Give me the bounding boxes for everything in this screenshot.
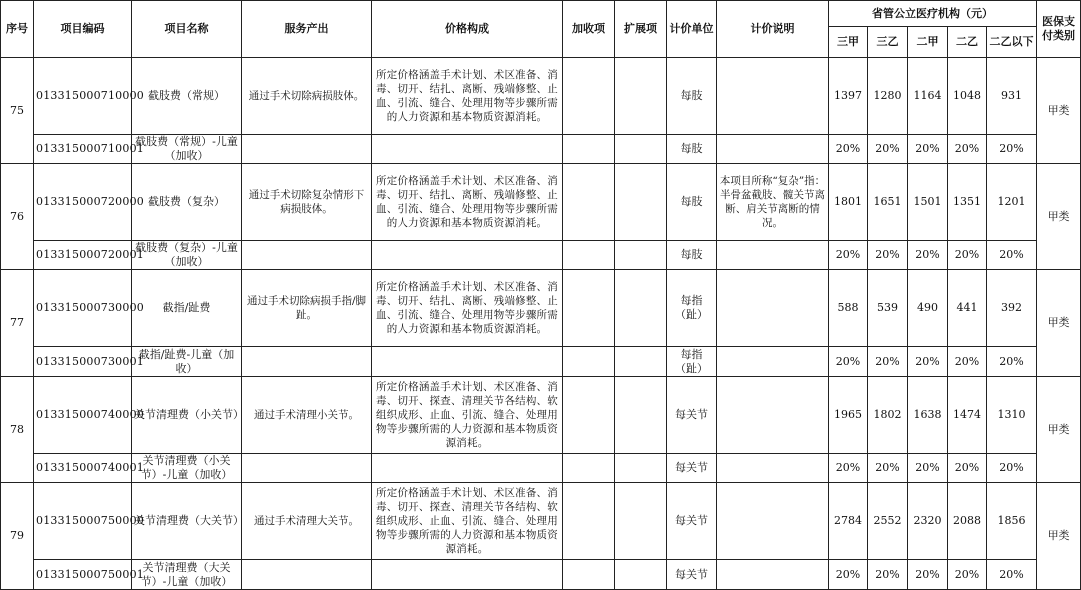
cell-price: 1802	[868, 377, 908, 454]
cell-name: 关节清理费（小关节）	[132, 377, 242, 454]
cell-code: 013315000740000	[34, 377, 132, 454]
cell-output: 通过手术切除病损肢体。	[242, 58, 372, 135]
cell-price: 20%	[868, 135, 908, 164]
cell-output	[242, 135, 372, 164]
cell-name: 截指/趾费-儿童（加收）	[132, 347, 242, 377]
cell-price: 1801	[829, 164, 868, 241]
cell-price: 2320	[908, 483, 948, 560]
cell-ext-item	[615, 483, 667, 560]
cell-seq: 78	[1, 377, 34, 483]
cell-add-item	[563, 377, 615, 454]
cell-seq: 75	[1, 58, 34, 164]
cell-unit: 每肢	[667, 135, 717, 164]
cell-note	[717, 377, 829, 454]
cell-price-composition: 所定价格涵盖手术计划、术区准备、消毒、切开、结扎、离断、残端修整、止血、引流、缝合、处理用物等步骤所需的人力资源和基本物质资源消耗。	[372, 58, 563, 135]
col-header-seq: 序号	[1, 1, 34, 58]
cell-unit: 每关节	[667, 454, 717, 483]
cell-name: 截肢费（复杂）	[132, 164, 242, 241]
cell-price-composition: 所定价格涵盖手术计划、术区准备、消毒、切开、结扎、离断、残端修整、止血、引流、缝合、处理用物等步骤所需的人力资源和基本物质资源消耗。	[372, 164, 563, 241]
cell-price: 20%	[868, 241, 908, 270]
cell-add-item	[563, 270, 615, 347]
cell-price: 1164	[908, 58, 948, 135]
cell-price: 2088	[948, 483, 987, 560]
cell-insurance-category: 甲类	[1037, 377, 1081, 483]
cell-price: 441	[948, 270, 987, 347]
cell-price-composition	[372, 560, 563, 590]
table-row	[1, 454, 1081, 483]
cell-add-item	[563, 347, 615, 377]
cell-output	[242, 454, 372, 483]
cell-name: 关节清理费（小关节）-儿童（加收）	[132, 454, 242, 483]
cell-price: 539	[868, 270, 908, 347]
cell-unit: 每肢	[667, 58, 717, 135]
cell-price: 20%	[829, 347, 868, 377]
cell-price: 20%	[908, 560, 948, 590]
col-header-level: 二甲	[908, 27, 948, 58]
col-header-ext-item: 扩展项	[615, 1, 667, 58]
col-header-code: 项目编码	[34, 1, 132, 58]
cell-name: 截肢费（复杂）-儿童（加收）	[132, 241, 242, 270]
cell-seq: 79	[1, 483, 34, 590]
cell-note	[717, 454, 829, 483]
table-row	[1, 377, 1081, 454]
table-row	[1, 270, 1081, 347]
cell-insurance-category: 甲类	[1037, 270, 1081, 377]
cell-price-composition	[372, 347, 563, 377]
cell-ext-item	[615, 347, 667, 377]
table-row	[1, 347, 1081, 377]
cell-price: 20%	[908, 135, 948, 164]
cell-output: 通过手术清理大关节。	[242, 483, 372, 560]
cell-price: 1048	[948, 58, 987, 135]
cell-code: 013315000710001	[34, 135, 132, 164]
cell-note	[717, 483, 829, 560]
cell-note	[717, 560, 829, 590]
col-header-note: 计价说明	[717, 1, 829, 58]
cell-code: 013315000730001	[34, 347, 132, 377]
cell-price: 1280	[868, 58, 908, 135]
cell-code: 013315000750000	[34, 483, 132, 560]
col-header-level: 三甲	[829, 27, 868, 58]
col-header-output: 服务产出	[242, 1, 372, 58]
cell-note	[717, 270, 829, 347]
cell-price: 20%	[908, 347, 948, 377]
cell-output	[242, 560, 372, 590]
cell-price: 1310	[987, 377, 1037, 454]
col-header-price-composition: 价格构成	[372, 1, 563, 58]
cell-add-item	[563, 454, 615, 483]
cell-code: 013315000750001	[34, 560, 132, 590]
cell-price: 20%	[987, 347, 1037, 377]
cell-ext-item	[615, 560, 667, 590]
col-header-add-item: 加收项	[563, 1, 615, 58]
cell-seq: 77	[1, 270, 34, 377]
cell-price: 1201	[987, 164, 1037, 241]
cell-add-item	[563, 135, 615, 164]
cell-price: 20%	[908, 241, 948, 270]
cell-price: 20%	[948, 454, 987, 483]
col-header-level: 二乙以下	[987, 27, 1037, 58]
cell-code: 013315000710000	[34, 58, 132, 135]
cell-note	[717, 241, 829, 270]
cell-unit: 每指（趾）	[667, 347, 717, 377]
cell-price: 1651	[868, 164, 908, 241]
cell-name: 截指/趾费	[132, 270, 242, 347]
cell-price: 20%	[868, 560, 908, 590]
cell-ext-item	[615, 454, 667, 483]
cell-note	[717, 58, 829, 135]
cell-price: 20%	[987, 454, 1037, 483]
cell-price: 931	[987, 58, 1037, 135]
table-row	[1, 560, 1081, 590]
cell-price: 20%	[948, 135, 987, 164]
cell-price: 392	[987, 270, 1037, 347]
table-row	[1, 483, 1081, 560]
cell-price: 1474	[948, 377, 987, 454]
cell-price-composition	[372, 135, 563, 164]
cell-ext-item	[615, 135, 667, 164]
cell-price: 20%	[868, 454, 908, 483]
cell-insurance-category: 甲类	[1037, 483, 1081, 590]
cell-ext-item	[615, 270, 667, 347]
cell-output	[242, 347, 372, 377]
cell-output: 通过手术切除复杂情形下病损肢体。	[242, 164, 372, 241]
cell-price: 588	[829, 270, 868, 347]
cell-note	[717, 347, 829, 377]
cell-add-item	[563, 241, 615, 270]
cell-price: 20%	[987, 560, 1037, 590]
cell-output: 通过手术清理小关节。	[242, 377, 372, 454]
cell-price: 1638	[908, 377, 948, 454]
cell-add-item	[563, 560, 615, 590]
cell-price: 2552	[868, 483, 908, 560]
table-body	[1, 58, 1081, 590]
cell-unit: 每关节	[667, 560, 717, 590]
cell-price: 20%	[987, 135, 1037, 164]
cell-price: 490	[908, 270, 948, 347]
cell-price: 1351	[948, 164, 987, 241]
cell-price: 20%	[829, 135, 868, 164]
col-header-level: 二乙	[948, 27, 987, 58]
cell-price: 2784	[829, 483, 868, 560]
cell-price-composition	[372, 241, 563, 270]
cell-price: 20%	[829, 454, 868, 483]
cell-note	[717, 135, 829, 164]
cell-unit: 每关节	[667, 377, 717, 454]
cell-name: 截肢费（常规）-儿童（加收）	[132, 135, 242, 164]
cell-price: 20%	[868, 347, 908, 377]
cell-ext-item	[615, 241, 667, 270]
cell-add-item	[563, 58, 615, 135]
table-row	[1, 241, 1081, 270]
cell-output: 通过手术切除病损手指/脚趾。	[242, 270, 372, 347]
col-header-level: 三乙	[868, 27, 908, 58]
cell-output	[242, 241, 372, 270]
cell-note: 本项目所称“复杂”指：半骨盆截肢、髋关节离断、肩关节离断的情况。	[717, 164, 829, 241]
cell-add-item	[563, 164, 615, 241]
table-header-row	[1, 1, 1081, 27]
cell-ext-item	[615, 58, 667, 135]
cell-insurance-category: 甲类	[1037, 164, 1081, 270]
cell-price: 1965	[829, 377, 868, 454]
cell-price: 1397	[829, 58, 868, 135]
cell-add-item	[563, 483, 615, 560]
cell-price: 20%	[948, 241, 987, 270]
cell-price: 1501	[908, 164, 948, 241]
cell-name: 关节清理费（大关节）	[132, 483, 242, 560]
cell-seq: 76	[1, 164, 34, 270]
cell-price: 1856	[987, 483, 1037, 560]
table-row	[1, 135, 1081, 164]
cell-price: 20%	[948, 560, 987, 590]
cell-code: 013315000730000	[34, 270, 132, 347]
cell-price: 20%	[948, 347, 987, 377]
cell-price-composition: 所定价格涵盖手术计划、术区准备、消毒、切开、探查、清理关节各结构、软组织成形、止血、引流、缝合、处理用物等步骤所需的人力资源和基本物质资源消耗。	[372, 483, 563, 560]
cell-price: 20%	[908, 454, 948, 483]
col-header-institution-group: 省管公立医疗机构（元）	[829, 1, 1037, 27]
cell-price-composition: 所定价格涵盖手术计划、术区准备、消毒、切开、结扎、离断、残端修整、止血、引流、缝合、处理用物等步骤所需的人力资源和基本物质资源消耗。	[372, 270, 563, 347]
cell-price-composition: 所定价格涵盖手术计划、术区准备、消毒、切开、探查、清理关节各结构、软组织成形、止血、引流、缝合、处理用物等步骤所需的人力资源和基本物质资源消耗。	[372, 377, 563, 454]
cell-insurance-category: 甲类	[1037, 58, 1081, 164]
cell-ext-item	[615, 164, 667, 241]
cell-code: 013315000740001	[34, 454, 132, 483]
col-header-unit: 计价单位	[667, 1, 717, 58]
cell-name: 关节清理费（大关节）-儿童（加收）	[132, 560, 242, 590]
cell-price: 20%	[987, 241, 1037, 270]
cell-code: 013315000720000	[34, 164, 132, 241]
table-row	[1, 164, 1081, 241]
cell-price: 20%	[829, 560, 868, 590]
cell-unit: 每肢	[667, 164, 717, 241]
cell-code: 013315000720001	[34, 241, 132, 270]
cell-price: 20%	[829, 241, 868, 270]
cell-unit: 每指（趾）	[667, 270, 717, 347]
cell-unit: 每肢	[667, 241, 717, 270]
col-header-name: 项目名称	[132, 1, 242, 58]
cell-name: 截肢费（常规）	[132, 58, 242, 135]
col-header-insurance: 医保支付类别	[1037, 1, 1081, 58]
cell-ext-item	[615, 377, 667, 454]
cell-price-composition	[372, 454, 563, 483]
table-row	[1, 58, 1081, 135]
cell-unit: 每关节	[667, 483, 717, 560]
